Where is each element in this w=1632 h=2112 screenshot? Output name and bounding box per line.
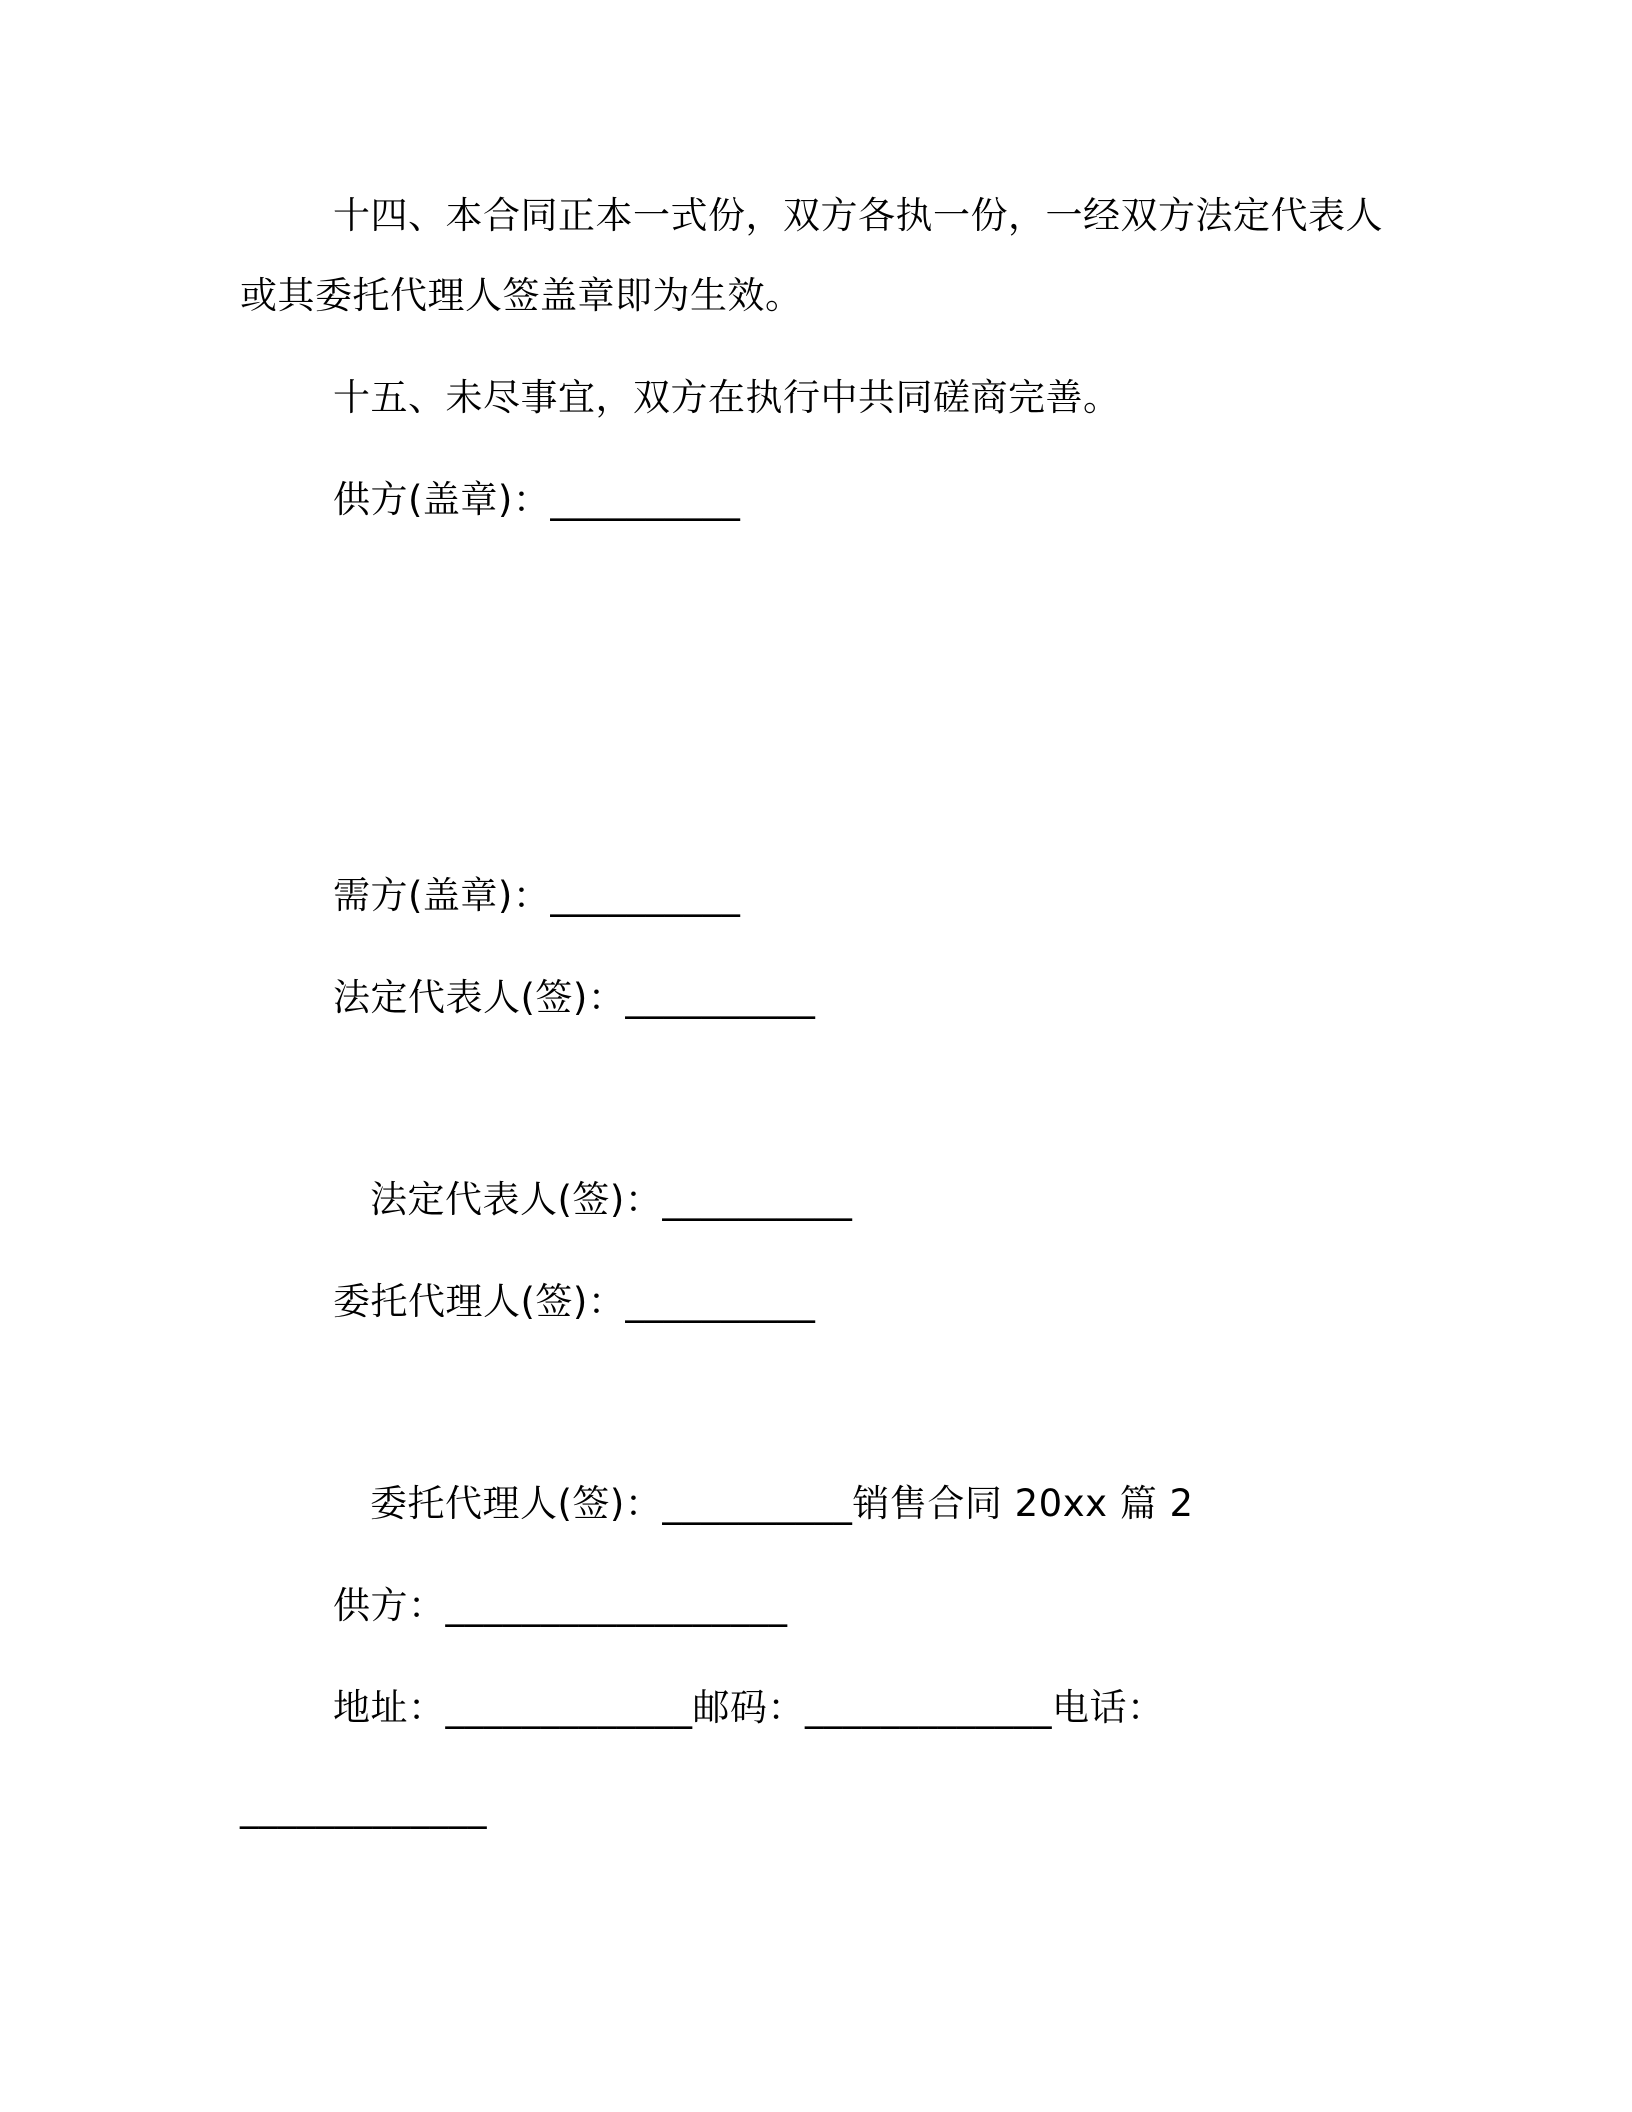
address-postcode-phone-line: 地址：_____________邮码：_____________电话： — [333, 1686, 1165, 1729]
supplier-field: 供方：__________________ — [333, 1584, 788, 1627]
agent-field-2-with-heading: 委托代理人(签)：__________销售合同 20xx 篇 2 — [370, 1482, 1194, 1525]
buyer-seal-field: 需方(盖章)：__________ — [333, 874, 741, 917]
supplier-seal-field: 供方(盖章)：__________ — [333, 478, 741, 521]
clause-15: 十五、未尽事宜，双方在执行中共同磋商完善。 — [333, 376, 1121, 419]
clause-14-line-2: 或其委托代理人签盖章即为生效。 — [240, 274, 803, 317]
agent-field-1: 委托代理人(签)：__________ — [333, 1280, 816, 1323]
legal-representative-field-1: 法定代表人(签)：__________ — [333, 976, 816, 1019]
phone-blank: _____________ — [240, 1786, 487, 1829]
clause-14-line-1: 十四、本合同正本一式份，双方各执一份，一经双方法定代表人 — [333, 194, 1383, 237]
legal-representative-field-2: 法定代表人(签)：__________ — [370, 1178, 853, 1221]
